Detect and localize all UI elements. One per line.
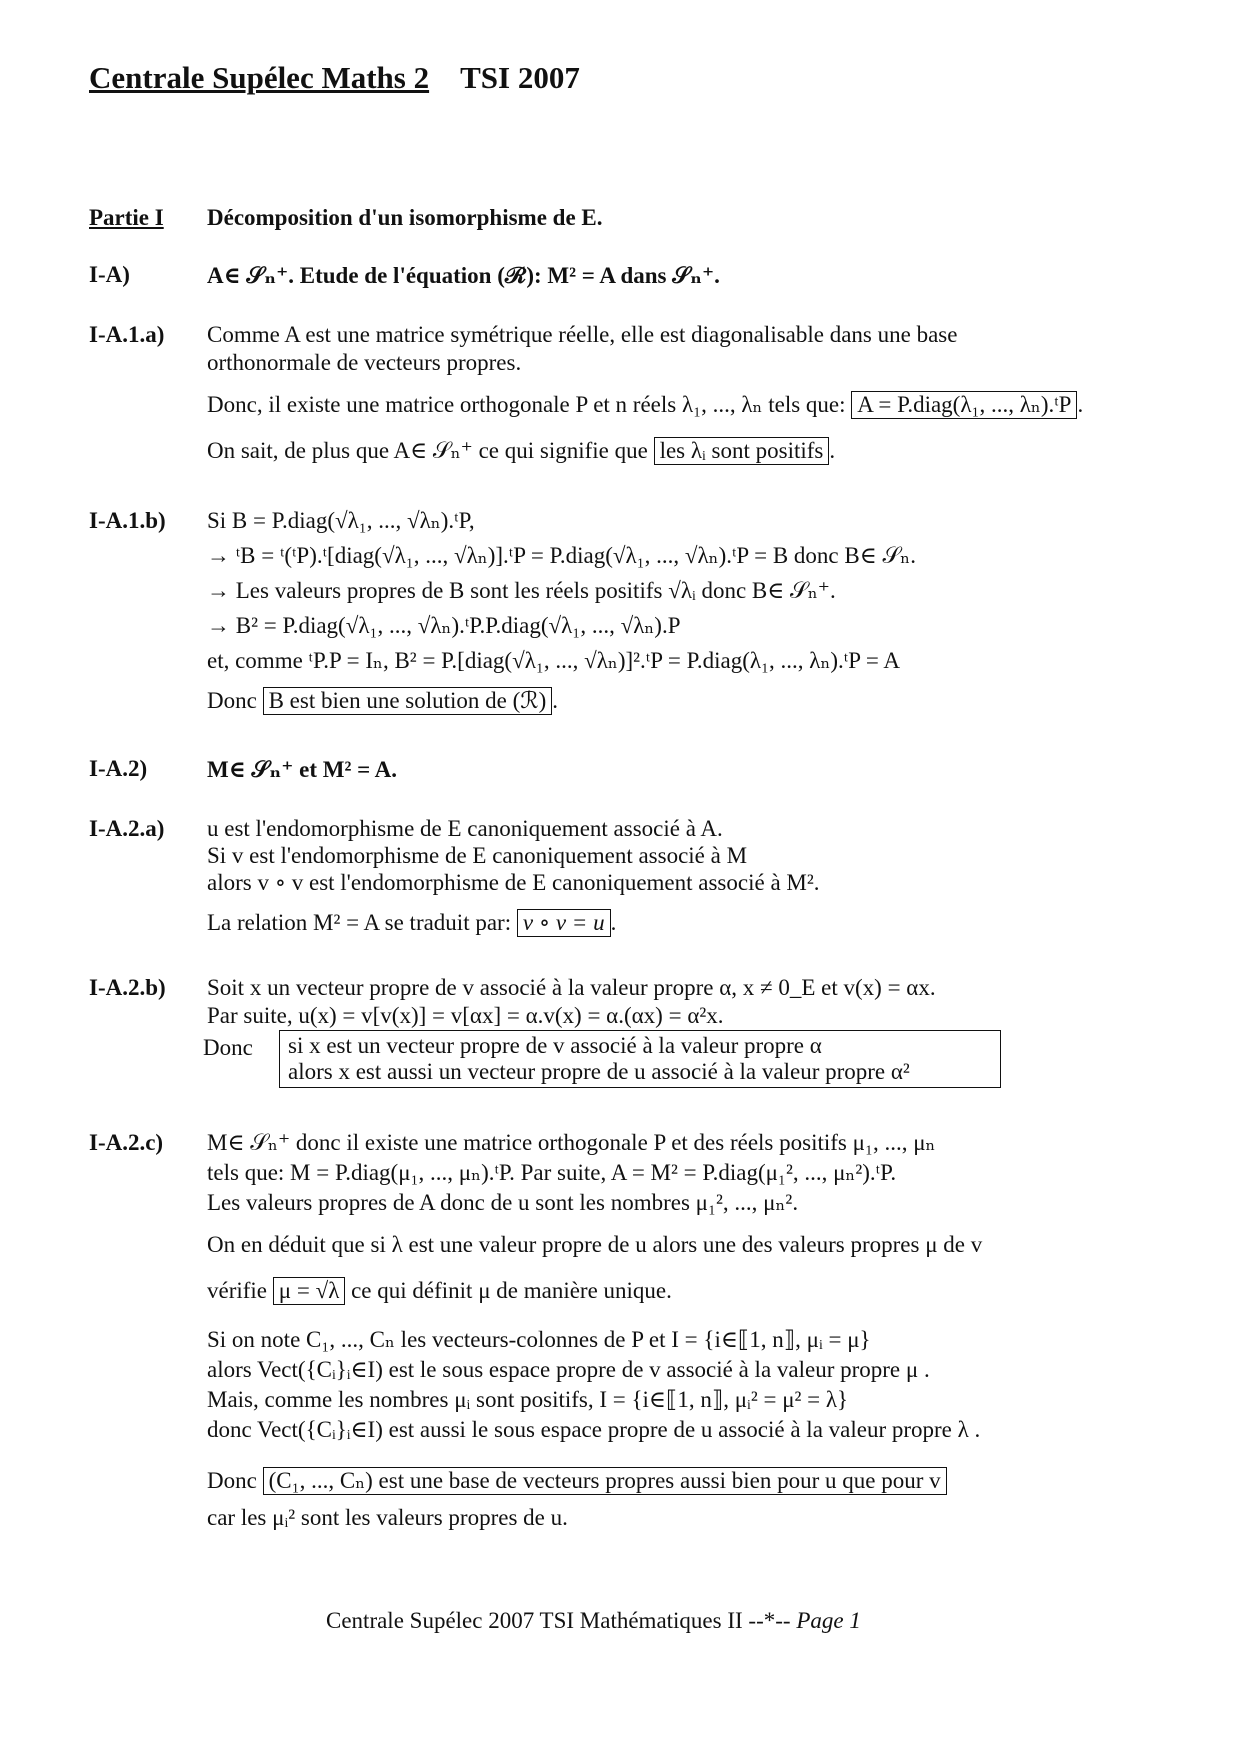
- question-label: I-A.2): [89, 756, 148, 781]
- text-line: Les valeurs propres de A donc de u sont les nombres μ₁², ..., μₙ².: [207, 1190, 799, 1215]
- text-line: vérifie μ = √λ ce qui définit μ de manière unique.: [207, 1277, 672, 1305]
- text-line: → ᵗB = ᵗ(ᵗP).ᵗ[diag(√λ₁, ..., √λₙ)].ᵗP = P.diag(√λ₁, ..., √λₙ).ᵗP = B donc B∈ 𝒮ₙ.: [207, 543, 917, 568]
- text-line: Soit x un vecteur propre de v associé à la valeur propre α, x ≠ 0_E et v(x) = αx.: [207, 975, 936, 1000]
- text-line: et, comme ᵗP.P = Iₙ, B² = P.[diag(√λ₁, ..., √λₙ)]².ᵗP = P.diag(λ₁, ..., λₙ).ᵗP = A: [207, 648, 900, 673]
- question-label: I-A.1.b): [89, 508, 166, 533]
- text-line: Si on note C₁, ..., Cₙ les vecteurs-colonnes de P et I = {i∈⟦1, n⟧, μᵢ = μ}: [207, 1327, 871, 1352]
- text-line: La relation M² = A se traduit par: v ∘ v = u .: [207, 909, 616, 937]
- title-tail: TSI 2007: [460, 60, 580, 95]
- text-line: Donc: [203, 1035, 253, 1060]
- text-line: alors Vect({Cᵢ}ᵢ∈I) est le sous espace propre de v associé à la valeur propre μ .: [207, 1357, 930, 1382]
- text-line: → Les valeurs propres de B sont les réels positifs √λᵢ donc B∈ 𝒮ₙ⁺.: [207, 578, 836, 603]
- result-box: les λᵢ sont positifs: [654, 437, 830, 465]
- result-box: v ∘ v = u: [517, 909, 611, 937]
- result-box: (C₁, ..., Cₙ) est une base de vecteurs propres aussi bien pour u que pour v: [263, 1467, 947, 1495]
- section-heading: Décomposition d'un isomorphisme de E.: [207, 205, 603, 230]
- question-heading: M∈ 𝒮ₙ⁺ et M² = A.: [207, 757, 398, 782]
- text-line: On sait, de plus que A∈ 𝒮ₙ⁺ ce qui signifie que les λᵢ sont positifs .: [207, 437, 835, 465]
- text-line: M∈ 𝒮ₙ⁺ donc il existe une matrice orthogonale P et des réels positifs μ₁, ..., μₙ: [207, 1130, 936, 1155]
- text-line: u est l'endomorphisme de E canoniquement associé à A.: [207, 816, 723, 841]
- text-line: On en déduit que si λ est une valeur propre de u alors une des valeurs propres μ de v: [207, 1232, 983, 1257]
- question-label: I-A.2.c): [89, 1130, 164, 1155]
- text-line: Donc B est bien une solution de (ℛ) .: [207, 687, 558, 715]
- text-line: Mais, comme les nombres μᵢ sont positifs, I = {i∈⟦1, n⟧, μᵢ² = μ² = λ}: [207, 1387, 849, 1412]
- section-label: Partie I: [89, 205, 164, 230]
- question-label: I-A.1.a): [89, 322, 165, 347]
- page-number: Page 1: [796, 1608, 861, 1633]
- text-line: Donc (C₁, ..., Cₙ) est une base de vecteurs propres aussi bien pour u que pour v: [207, 1467, 947, 1495]
- result-box: μ = √λ: [273, 1277, 346, 1305]
- text-line: donc Vect({Cᵢ}ᵢ∈I) est aussi le sous espace propre de u associé à la valeur propre λ .: [207, 1417, 981, 1442]
- result-box: A = P.diag(λ₁, ..., λₙ).ᵗP: [851, 391, 1077, 419]
- text-line: tels que: M = P.diag(μ₁, ..., μₙ).ᵗP. Par suite, A = M² = P.diag(μ₁², ..., μₙ²).ᵗP.: [207, 1160, 897, 1185]
- text-line: alors v ∘ v est l'endomorphisme de E canoniquement associé à M².: [207, 870, 820, 895]
- question-label: I-A.2.a): [89, 816, 165, 841]
- text-line: orthonormale de vecteurs propres.: [207, 350, 522, 375]
- title-main: Centrale Supélec Maths 2: [89, 60, 430, 95]
- footer-text: Centrale Supélec 2007 TSI Mathématiques II --*--: [326, 1608, 797, 1633]
- text-line: → B² = P.diag(√λ₁, ..., √λₙ).ᵗP.P.diag(√λ₁, ..., √λₙ).P: [207, 613, 681, 638]
- page-footer: [326, 1608, 861, 1634]
- question-label: I-A.2.b): [89, 975, 166, 1000]
- result-box: si x est un vecteur propre de v associé à la valeur propre α alors x est aussi un vecteur propre de u associé à la valeur propre α²: [279, 1030, 1001, 1088]
- document-title: [89, 60, 580, 96]
- text-line: Si v est l'endomorphisme de E canoniquement associé à M: [207, 843, 748, 868]
- text-line: car les μᵢ² sont les valeurs propres de u.: [207, 1505, 568, 1530]
- question-label: I-A): [89, 262, 130, 287]
- text-line: Comme A est une matrice symétrique réelle, elle est diagonalisable dans une base: [207, 322, 958, 347]
- text-line: Donc, il existe une matrice orthogonale P et n réels λ₁, ..., λₙ tels que: A = P.diag(λ₁, ..., λₙ).ᵗP .: [207, 391, 1083, 419]
- question-heading: A∈ 𝒮ₙ⁺. Etude de l'équation (ℛ): M² = A dans 𝒮ₙ⁺.: [207, 263, 720, 288]
- result-box: B est bien une solution de (ℛ): [263, 687, 553, 715]
- text-line: Par suite, u(x) = v[v(x)] = v[αx] = α.v(x) = α.(αx) = α²x.: [207, 1003, 724, 1028]
- text-line: Si B = P.diag(√λ₁, ..., √λₙ).ᵗP,: [207, 508, 475, 533]
